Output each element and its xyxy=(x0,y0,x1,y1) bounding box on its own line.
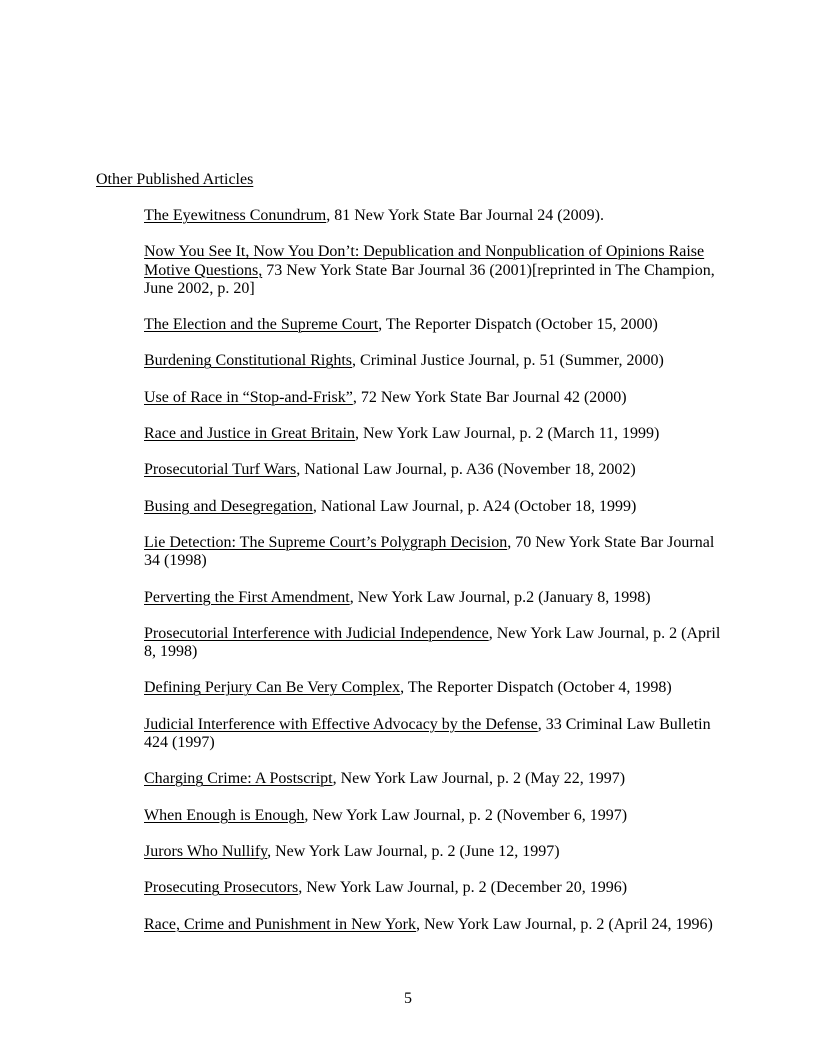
article-title: Perverting the First Amendment xyxy=(144,588,350,606)
article-title: Use of Race in “Stop-and-Frisk” xyxy=(144,388,353,406)
page-number: 5 xyxy=(404,990,412,1007)
article-title: Prosecutorial Turf Wars xyxy=(144,461,297,479)
article-citation: , The Reporter Dispatch (October 4, 1998) xyxy=(400,679,672,697)
article-entry xyxy=(144,589,724,607)
article-entry xyxy=(144,389,724,407)
article-title: Charging Crime: A Postscript xyxy=(144,770,333,788)
article-title: Lie Detection: The Supreme Court’s Polygraph Decision xyxy=(144,533,508,551)
article-title: Judicial Interference with Effective Advocacy by the Defense xyxy=(144,715,538,733)
article-entry xyxy=(144,243,724,298)
article-citation: , 81 New York State Bar Journal 24 (2009). xyxy=(326,207,604,224)
article-citation: , 72 New York State Bar Journal 42 (2000) xyxy=(352,388,627,406)
article-entry xyxy=(144,498,724,516)
article-citation: , New York Law Journal, p. 2 (December 20, 1996) xyxy=(298,879,628,897)
article-title: Race and Justice in Great Britain xyxy=(144,425,356,443)
article-title: Now You See It, Now You Don’t: Depublication and Nonpublication of Opinions Raise Motive Questions, xyxy=(144,243,705,279)
article-citation: , Criminal Justice Journal, p. 51 (Summer, 2000) xyxy=(352,352,664,370)
article-entry xyxy=(144,916,724,934)
article-entry xyxy=(144,879,724,897)
article-citation: , New York Law Journal, p. 2 (April 8, 1998) xyxy=(144,624,721,661)
article-title: Jurors Who Nullify xyxy=(144,842,268,860)
article-entry xyxy=(144,316,724,334)
article-title: Busing and Desegregation xyxy=(144,497,313,515)
article-entry xyxy=(144,770,724,788)
article-entry xyxy=(144,461,724,479)
article-citation: , New York Law Journal, p. 2 (May 22, 1997) xyxy=(332,770,626,788)
article-citation: , New York Law Journal, p. 2 (April 24, 1996) xyxy=(415,915,713,933)
article-title: Burdening Constitutional Rights xyxy=(144,352,353,370)
article-citation: , New York Law Journal, p. 2 (March 11, 1999) xyxy=(355,425,660,443)
article-title: Race, Crime and Punishment in New York xyxy=(144,915,416,933)
article-entry xyxy=(144,843,724,861)
article-title: The Eyewitness Conundrum xyxy=(144,207,327,224)
article-entry xyxy=(144,534,724,571)
article-title: Prosecutorial Interference with Judicial Independence xyxy=(144,624,489,642)
article-entry xyxy=(144,807,724,825)
article-citation: , New York Law Journal, p. 2 (November 6, 1997) xyxy=(304,806,628,824)
section-heading: Other Published Articles xyxy=(96,171,254,188)
article-entry xyxy=(144,352,724,370)
article-title: Prosecuting Prosecutors xyxy=(144,879,299,897)
article-title: The Election and the Supreme Court xyxy=(144,316,379,334)
article-entry xyxy=(144,207,724,225)
article-citation: 73 New York State Bar Journal 36 (2001)[reprinted in The Champion, June 2002, p. 20] xyxy=(144,261,715,297)
article-citation: , 70 New York State Bar Journal 34 (1998) xyxy=(144,533,715,570)
article-citation: , National Law Journal, p. A24 (October 18, 1999) xyxy=(312,497,637,515)
article-citation: , National Law Journal, p. A36 (November 18, 2002) xyxy=(296,461,636,479)
article-entry xyxy=(144,716,724,753)
article-entry xyxy=(144,625,724,662)
article-list xyxy=(144,207,724,952)
article-citation: , New York Law Journal, p. 2 (June 12, 1997) xyxy=(267,842,560,860)
article-citation: , New York Law Journal, p.2 (January 8, 1998) xyxy=(349,588,651,606)
article-title: When Enough is Enough xyxy=(144,806,305,824)
article-citation: , The Reporter Dispatch (October 15, 2000) xyxy=(378,316,658,334)
article-entry xyxy=(144,679,724,697)
article-title: Defining Perjury Can Be Very Complex xyxy=(144,679,401,697)
article-citation: , 33 Criminal Law Bulletin 424 (1997) xyxy=(144,715,711,752)
article-entry xyxy=(144,425,724,443)
